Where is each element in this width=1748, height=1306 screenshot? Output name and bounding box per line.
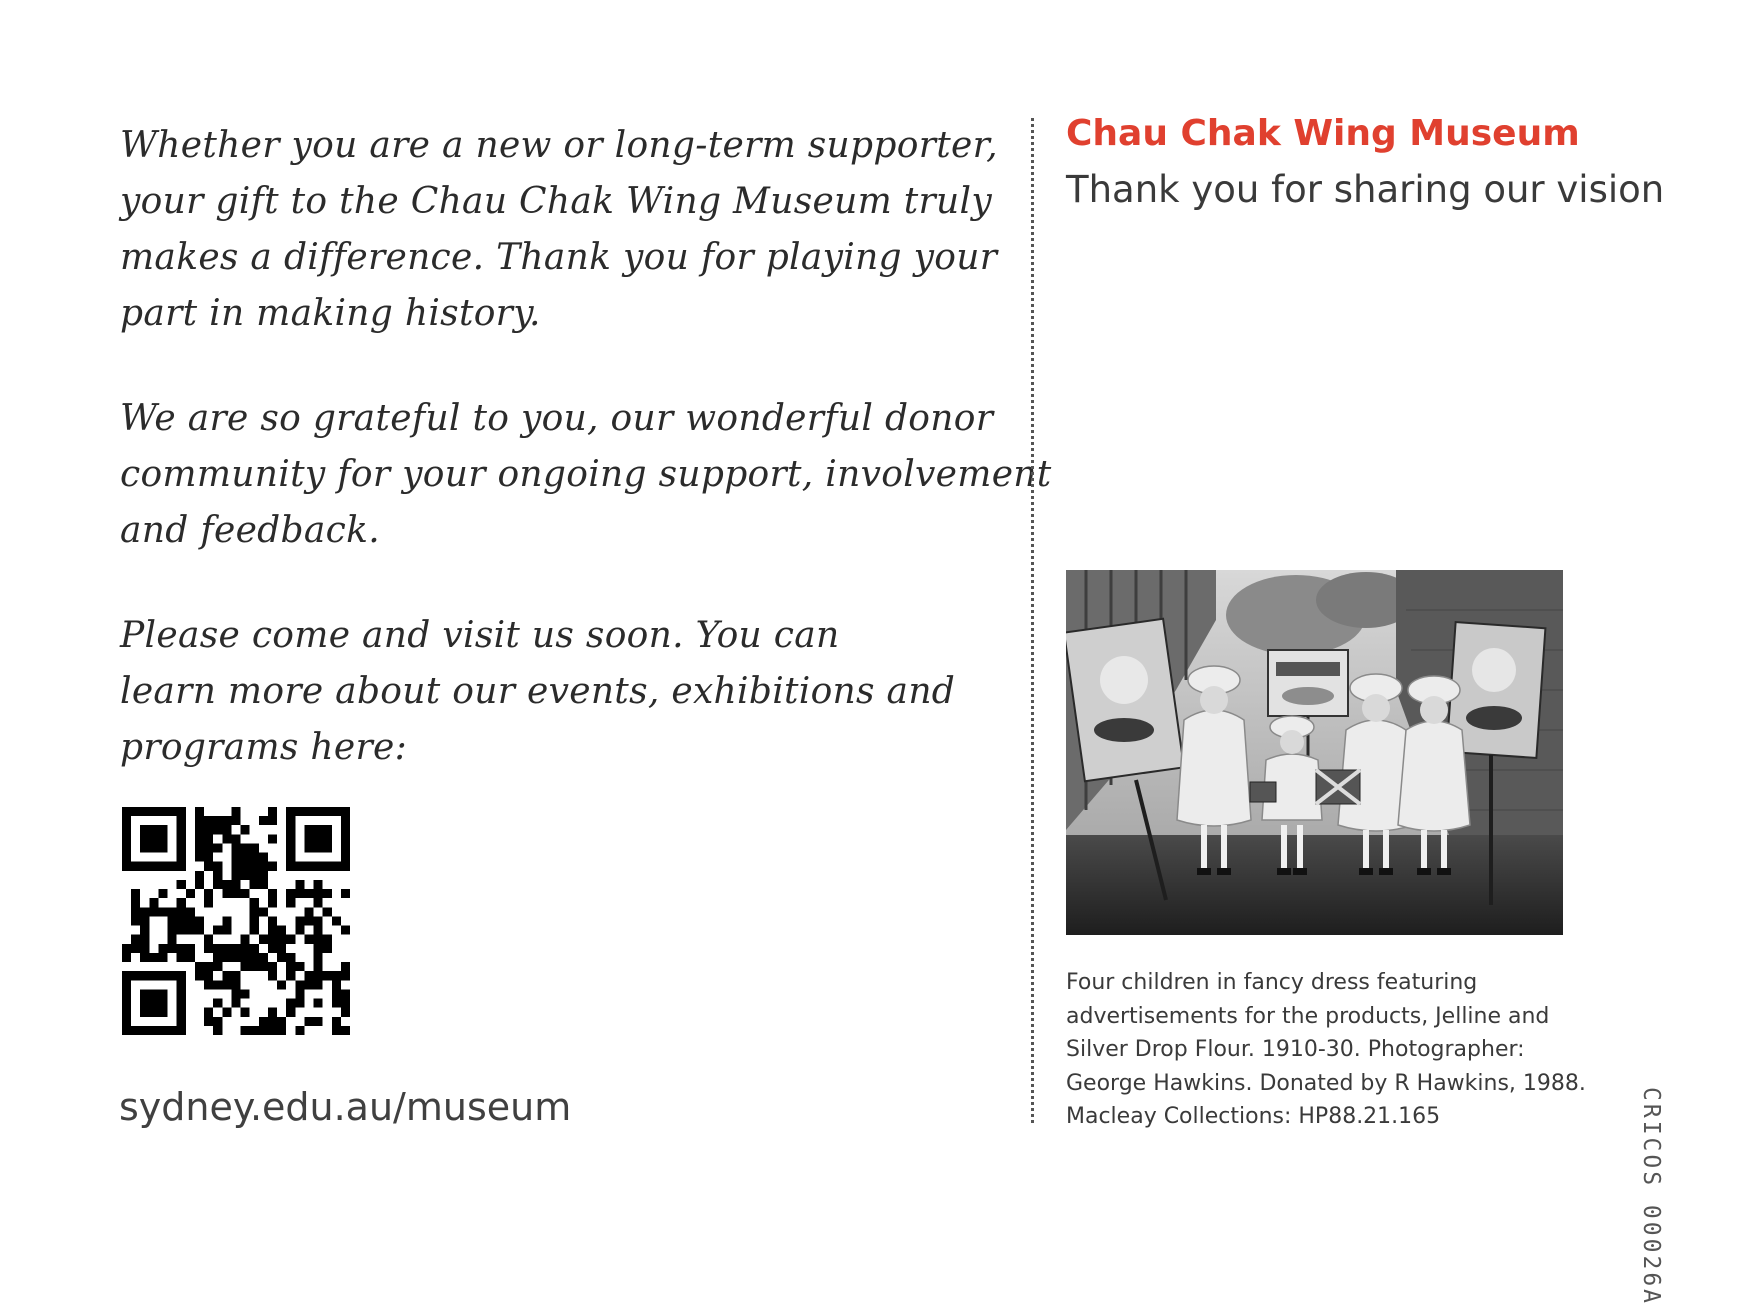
historical-photo <box>1066 570 1563 935</box>
dotted-divider <box>1031 118 1034 1123</box>
message-paragraph-2 <box>120 391 1052 559</box>
message-line: your gift to the Chau Chak Wing Museum truly <box>120 181 992 222</box>
museum-title: Chau Chak Wing Museum <box>1066 113 1580 154</box>
message-line: and feedback. <box>120 510 380 551</box>
caption-line: George Hawkins. Donated by R Hawkins, 1988. <box>1066 1070 1586 1096</box>
message-paragraph-3 <box>120 608 955 776</box>
cricos-code: CRICOS 00026A <box>1638 1087 1664 1306</box>
message-line: community for your ongoing support, involvement <box>120 454 1052 495</box>
message-paragraph-1 <box>120 118 998 342</box>
caption-line: Silver Drop Flour. 1910-30. Photographer: <box>1066 1037 1525 1062</box>
caption-line: advertisements for the products, Jelline and <box>1066 1003 1550 1029</box>
message-line: part in making history. <box>120 293 541 334</box>
photo-caption <box>1066 966 1586 1134</box>
message-line: makes a difference. Thank you for playing your <box>120 237 998 278</box>
caption-line: Macleay Collections: HP88.21.165 <box>1066 1104 1441 1129</box>
message-line: Whether you are a new or long-term supporter, <box>120 125 998 166</box>
message-line: learn more about our events, exhibitions and <box>120 671 956 712</box>
message-line: Please come and visit us soon. You can <box>120 615 840 656</box>
tagline: Thank you for sharing our vision <box>1066 168 1665 211</box>
qr-code[interactable] <box>122 807 350 1035</box>
message-line: programs here: <box>120 727 408 768</box>
caption-line: Four children in fancy dress featuring <box>1066 970 1478 995</box>
message-line: We are so grateful to you, our wonderful donor <box>120 398 994 439</box>
website-url[interactable]: sydney.edu.au/museum <box>119 1085 572 1129</box>
